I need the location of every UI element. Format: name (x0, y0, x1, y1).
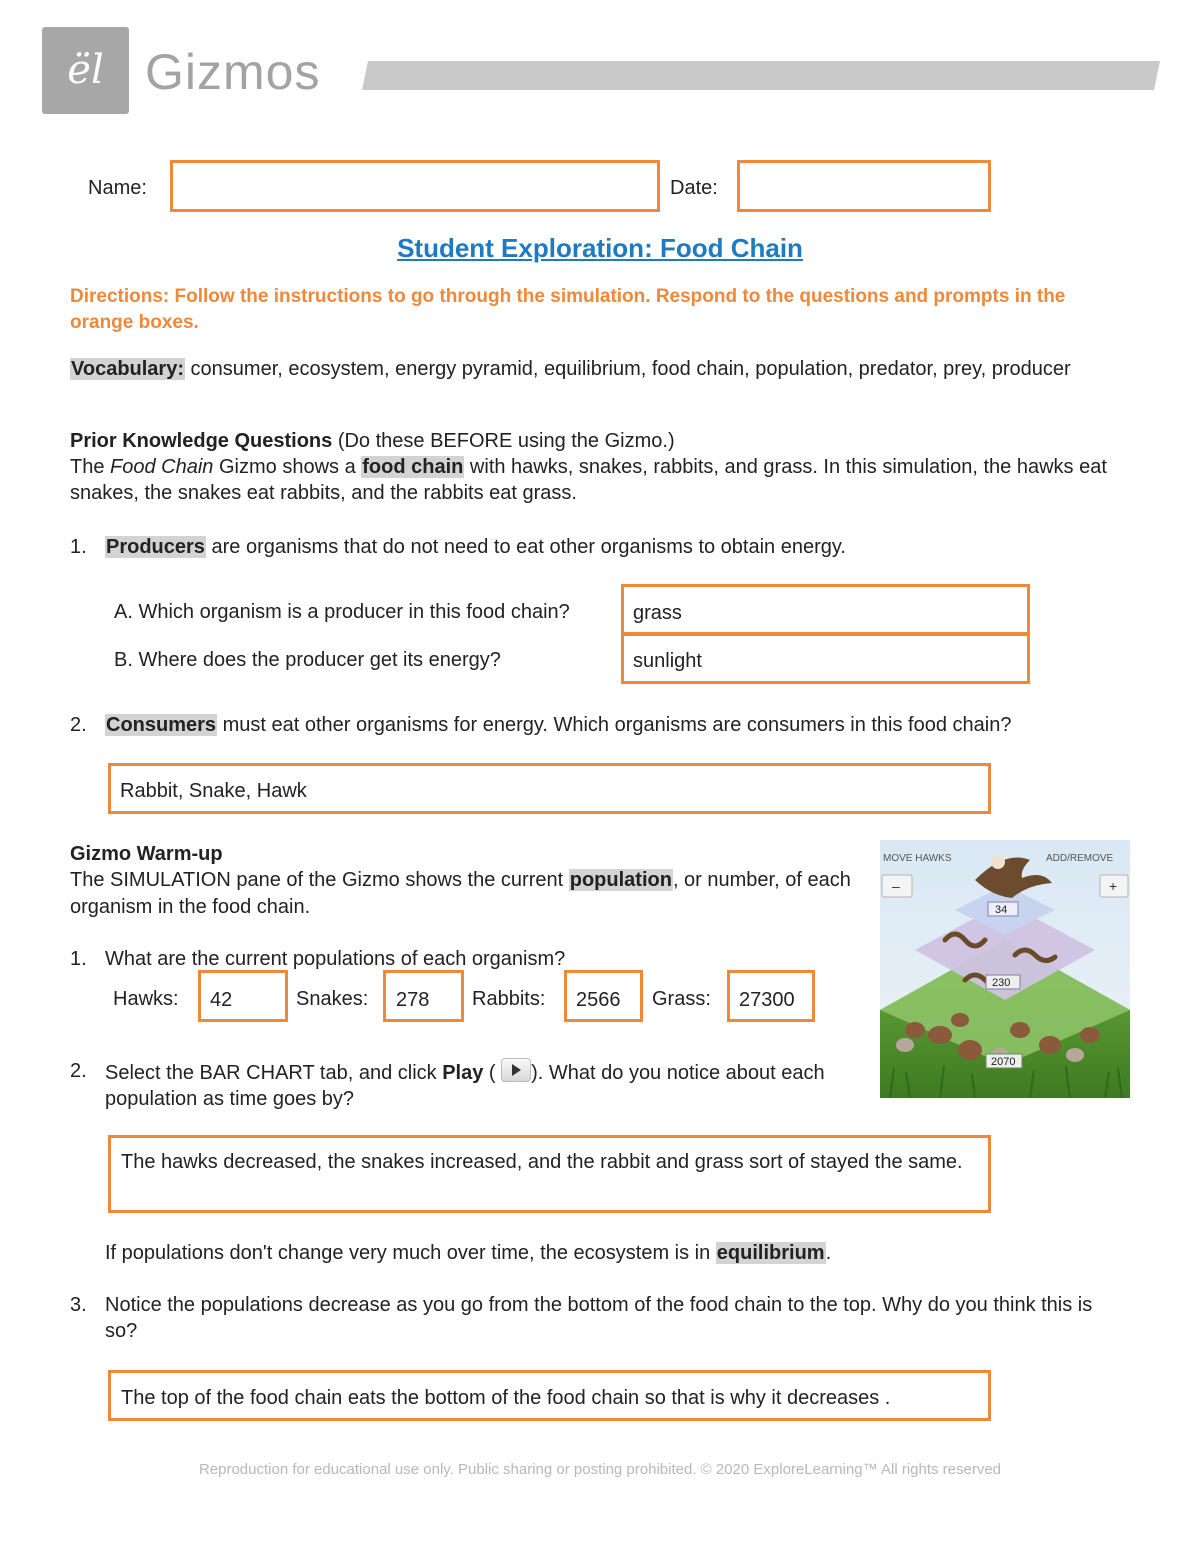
move-hawks-label: MOVE HAWKS (883, 853, 952, 864)
q1-text: Producers are organisms that do not need to eat other organisms to obtain energy. (106, 536, 846, 558)
directions: Directions: Follow the instructions to go through the simulation. Respond to the questions and prompts in the orange boxes. (70, 286, 1066, 333)
rabbits-label: Rabbits: (472, 988, 546, 1010)
equilibrium-term: equilibrium (716, 1242, 825, 1264)
rabbits-answer-box[interactable] (564, 970, 643, 1022)
q1a-answer-box[interactable] (621, 584, 1030, 635)
warmup-heading: Gizmo Warm-up (70, 843, 223, 865)
q2-answer: Rabbit, Snake, Hawk (120, 780, 307, 802)
hawks-answer-box[interactable] (198, 970, 288, 1022)
grass-label: Grass: (652, 988, 711, 1010)
equilibrium-statement: If populations don't change very much over time, the ecosystem is in equilibrium. (105, 1242, 832, 1264)
q2-text: Consumers must eat other organisms for energy. Which organisms are consumers in this food chain? (106, 714, 1012, 736)
warmup-q2-text: Select the BAR CHART tab, and click Play ( ). What do you notice about each population as time goes by? (105, 1058, 865, 1112)
q2-number: 2. (70, 714, 87, 736)
rabbits-value: 2566 (576, 989, 621, 1011)
warmup-q1-text: What are the current populations of each organism? (105, 948, 566, 970)
header-bar (362, 61, 1160, 90)
date-label: Date: (670, 177, 718, 199)
warmup-intro: The SIMULATION pane of the Gizmo shows the current population, or number, of each organism in the food chain. (70, 869, 851, 918)
explorelearning-logo: ël (67, 47, 104, 93)
warmup-q3-text: Notice the populations decrease as you go from the bottom of the food chain to the top. Why do you think this is so? (105, 1294, 1093, 1342)
rabbit-count: 2070 (991, 1056, 1016, 1068)
warmup-q2-answer: The hawks decreased, the snakes increased, and the rabbit and grass sort of stayed the same. (121, 1151, 963, 1173)
q2-answer-box[interactable] (108, 763, 991, 814)
hawks-value: 42 (210, 989, 233, 1011)
grass-answer-box[interactable] (727, 970, 815, 1022)
warmup-q1-number: 1. (70, 948, 87, 970)
snake-count: 230 (992, 977, 1011, 989)
q1a-answer: grass (633, 602, 682, 624)
producers-term: Producers (106, 536, 205, 558)
footer-notice: Reproduction for educational use only. Public sharing or posting prohibited. © 2020 ExploreLearning™ All rights reserved (198, 1461, 1002, 1478)
hawks-label: Hawks: (113, 988, 179, 1010)
population-term: population (569, 869, 672, 891)
snakes-label: Snakes: (296, 988, 369, 1010)
q1b-answer: sunlight (633, 650, 702, 672)
name-field[interactable] (170, 160, 660, 212)
snakes-value: 278 (396, 989, 430, 1011)
date-field[interactable] (737, 160, 991, 212)
snakes-answer-box[interactable] (383, 970, 464, 1022)
q1-number: 1. (70, 536, 87, 558)
play-icon (501, 1058, 531, 1082)
hawk-count: 34 (995, 904, 1008, 916)
vocabulary-list: consumer, ecosystem, energy pyramid, equilibrium, food chain, population, predator, prey, producer (185, 358, 1071, 380)
simulation-pane-image (880, 840, 1130, 1098)
food-chain-term: food chain (362, 456, 464, 478)
add-remove-label: ADD/REMOVE (1046, 853, 1114, 864)
warmup-q3-answer: The top of the food chain eats the bottom of the food chain so that is why it decreases . (121, 1387, 891, 1409)
q1b-answer-box[interactable] (621, 633, 1030, 684)
page-title: Student Exploration: Food Chain (397, 233, 803, 263)
prior-knowledge-heading: Prior Knowledge Questions (Do these BEFORE using the Gizmo.) (70, 430, 675, 452)
warmup-q2-number: 2. (70, 1060, 87, 1082)
minus-button: – (892, 878, 900, 894)
warmup-q2-answer-box[interactable] (108, 1135, 991, 1213)
vocabulary (70, 356, 1120, 382)
brand-name: Gizmos (145, 44, 321, 100)
name-label: Name: (88, 177, 147, 199)
prior-knowledge-text: The Food Chain Gizmo shows a food chain with hawks, snakes, rabbits, and grass. In this simulation, the hawks eat snakes, the snakes eat rabbits, and the rabbits eat grass. (70, 456, 1107, 504)
q1a-label: A. Which organism is a producer in this food chain? (114, 601, 570, 623)
warmup-q3-number: 3. (70, 1294, 87, 1316)
q1b-label: B. Where does the producer get its energy? (114, 649, 501, 671)
grass-value: 27300 (739, 989, 795, 1011)
consumers-term: Consumers (106, 714, 217, 736)
plus-button: + (1109, 878, 1118, 894)
vocabulary-label: Vocabulary: (71, 358, 184, 380)
warmup-q3-answer-box[interactable] (108, 1370, 991, 1421)
